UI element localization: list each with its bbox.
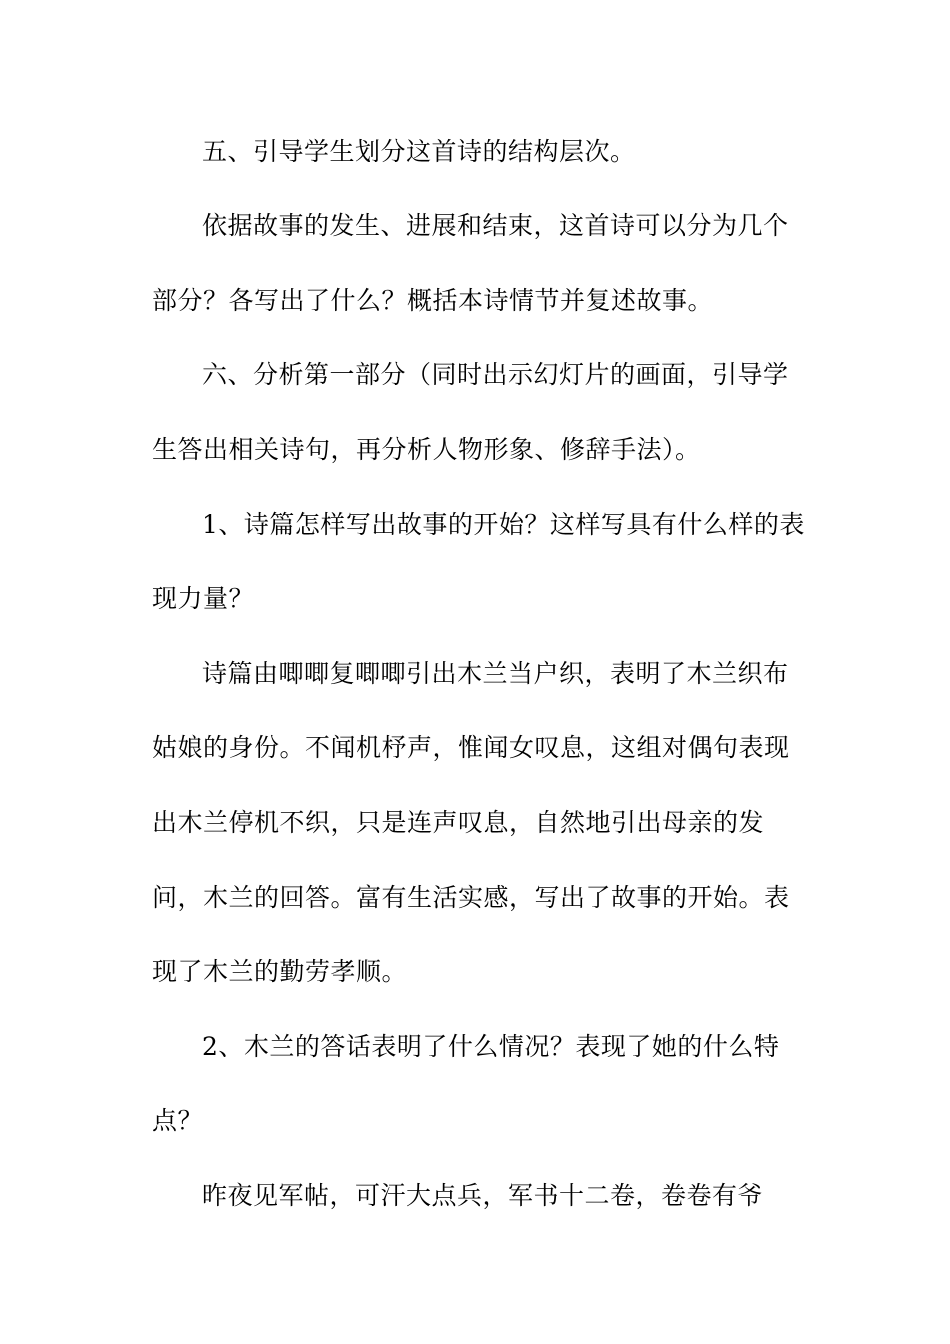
paragraph-line: 昨夜见军帖，可汗大点兵，军书十二卷，卷卷有爷 bbox=[202, 1181, 764, 1210]
question-1: 1、诗篇怎样写出故事的开始？这样写具有什么样的表 bbox=[202, 510, 805, 539]
paragraph-line: 问，木兰的回答。富有生活实感，写出了故事的开始。表 bbox=[152, 883, 790, 912]
paragraph-line: 现了木兰的勤劳孝顺。 bbox=[152, 957, 408, 986]
paragraph-line: 点？ bbox=[152, 1106, 204, 1135]
paragraph-line: 生答出相关诗句，再分析人物形象、修辞手法）。 bbox=[152, 435, 701, 464]
section-heading-6: 六、分析第一部分（同时出示幻灯片的画面，引导学 bbox=[202, 360, 789, 389]
section-heading-5: 五、引导学生划分这首诗的结构层次。 bbox=[202, 137, 636, 166]
paragraph-line: 部分？各写出了什么？概括本诗情节并复述故事。 bbox=[152, 286, 714, 315]
paragraph-line: 姑娘的身份。不闻机杼声，惟闻女叹息，这组对偶句表现 bbox=[152, 733, 790, 762]
paragraph-line: 依据故事的发生、进展和结束，这首诗可以分为几个 bbox=[202, 211, 789, 240]
paragraph-line: 现力量？ bbox=[152, 584, 255, 613]
question-2: 2、木兰的答话表明了什么情况？表现了她的什么特 bbox=[202, 1032, 780, 1061]
paragraph-line: 诗篇由唧唧复唧唧引出木兰当户织，表明了木兰织布 bbox=[202, 659, 789, 688]
paragraph-line: 出木兰停机不织，只是连声叹息，自然地引出母亲的发 bbox=[152, 808, 765, 837]
